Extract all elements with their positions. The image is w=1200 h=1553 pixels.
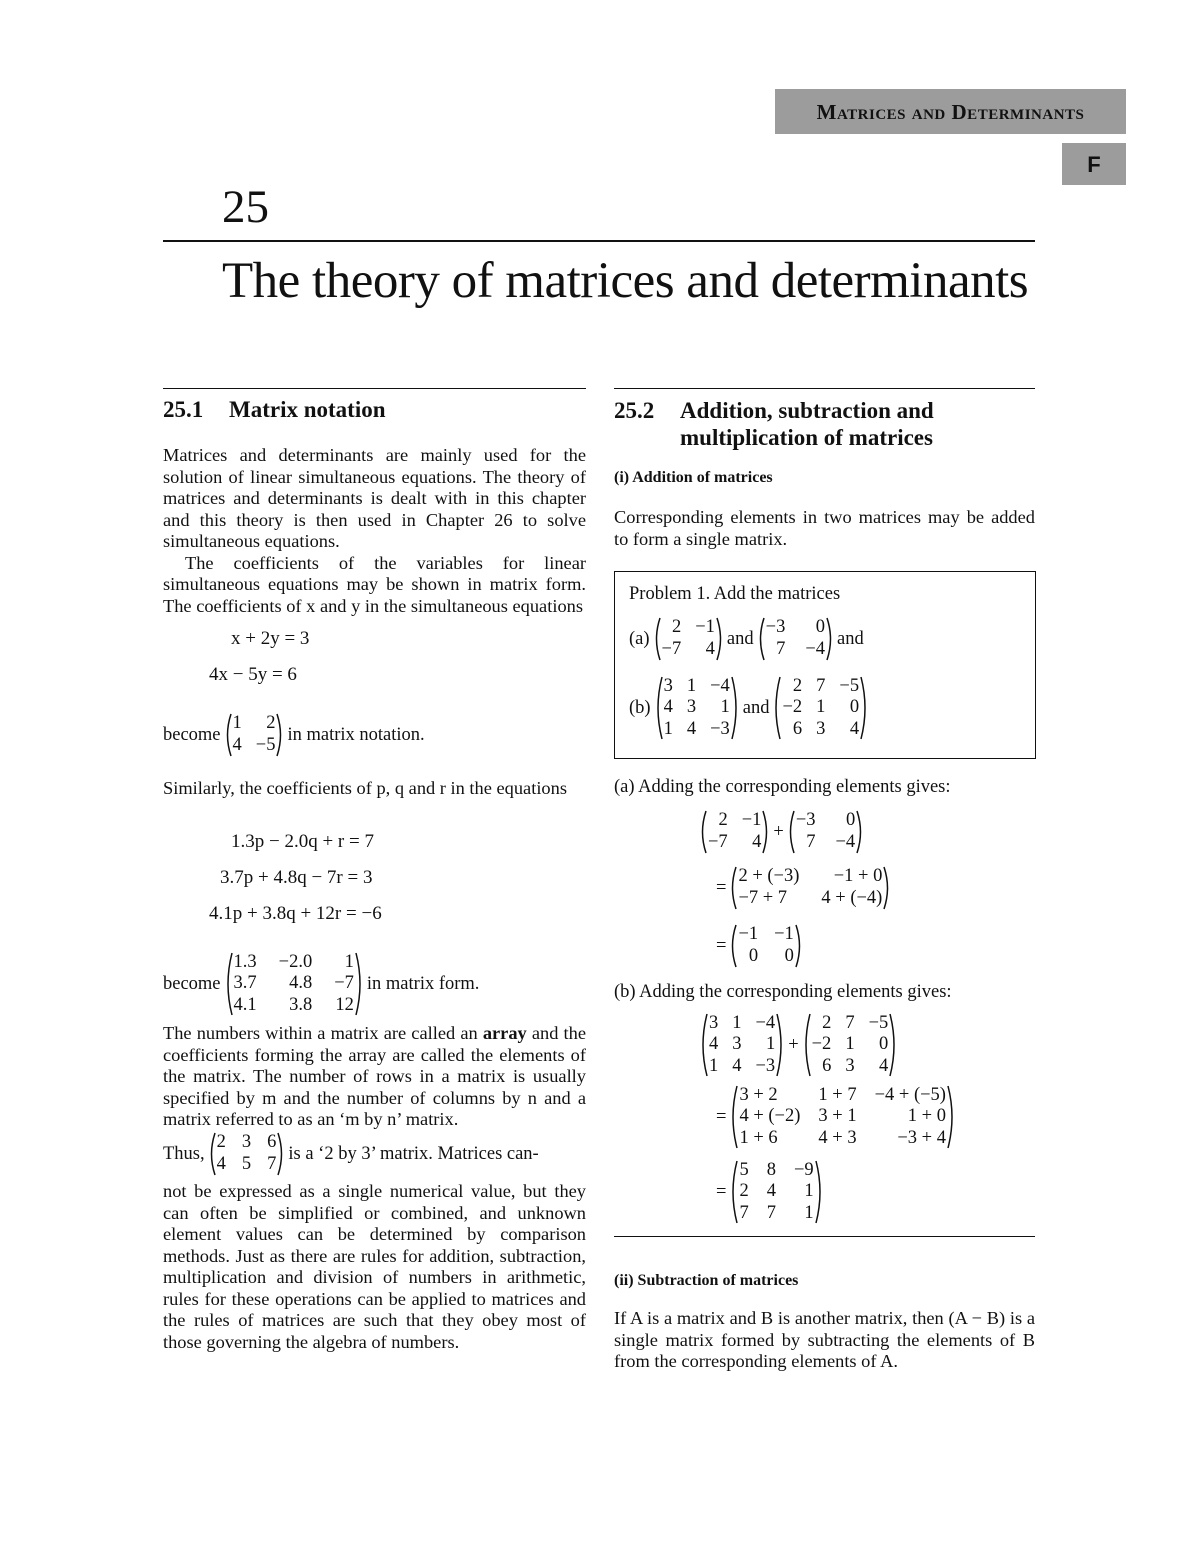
- cell: −3: [795, 810, 816, 830]
- cell: 1 + 6: [739, 1127, 778, 1148]
- plus-sign: +: [773, 821, 784, 842]
- solution-b-intro: (b) Adding the corresponding elements gives:: [614, 982, 952, 1002]
- cell: −3: [710, 718, 730, 739]
- cell: −3: [765, 617, 786, 637]
- cell: 1: [816, 697, 826, 718]
- cell: −7 + 7: [738, 888, 788, 908]
- solution-a-line-1: [696, 810, 867, 854]
- equation-3: 1.3p − 2.0q + r = 7: [231, 831, 374, 852]
- problem-title: Problem 1. Add the matrices: [629, 584, 841, 604]
- cell: 4 + (−4): [821, 888, 883, 908]
- cell: −1: [738, 924, 759, 944]
- problem-a-matrix-1: [653, 617, 724, 661]
- cell: 3: [686, 697, 697, 718]
- solution-b-line-2: [716, 1085, 959, 1149]
- matrix-m3: [216, 1132, 278, 1176]
- cell: 3.8: [289, 994, 313, 1015]
- cell: −4: [835, 832, 856, 852]
- thus-post-text: is a ‘2 by 3’ matrix. Matrices can-: [288, 1143, 539, 1164]
- sol-b-result: [729, 1160, 823, 1224]
- part-label-a: (a): [629, 628, 650, 649]
- cell: −5: [868, 1013, 889, 1033]
- cell: 4: [216, 1154, 226, 1174]
- sec1-paragraph-1: Matrices and determinants are mainly used for the solution of linear simultaneous equations. The theory of matrices and determinants is dealt with in this chapter and this theory is then used in Chapter 26 to solve simultaneous equations. The coefficients of the variables for linear simultaneous equations may be shown in matrix form. The coefficients of x and y in the simultaneous equations: [163, 445, 586, 616]
- sec1-paragraph-3: Similarly, the coefficients of p, q and r in the equations: [163, 778, 567, 798]
- cell: 2: [718, 810, 728, 830]
- cell: 4: [663, 697, 673, 718]
- cell: 4: [879, 1055, 889, 1076]
- cell: −4: [710, 676, 730, 696]
- sol-a-result: [729, 924, 802, 968]
- cell: −7: [708, 832, 728, 852]
- problem-part-b: [629, 676, 872, 740]
- cell: 1.3: [233, 952, 257, 972]
- cell: 7: [806, 832, 816, 852]
- cell: −4: [755, 1013, 776, 1033]
- equation-4: 3.7p + 4.8q − 7r = 3: [220, 867, 373, 888]
- become-matrix-row-1: [163, 713, 425, 757]
- cell: 1: [232, 713, 242, 733]
- cell: 2 + (−3): [738, 866, 800, 886]
- cell: 0: [815, 617, 826, 637]
- cell: 0: [748, 946, 759, 966]
- cell: 2: [739, 1181, 749, 1202]
- cell: 7: [267, 1154, 277, 1174]
- section-heading-25-2: 25.2 Addition, subtraction and multiplication of matrices: [614, 398, 934, 450]
- cell: 1 + 0: [907, 1106, 946, 1127]
- equation-5: 4.1p + 3.8q + 12r = −6: [209, 903, 382, 924]
- sec1-paragraph-5: not be expressed as a single numerical value, but they can often be simplified or combined, and unknown element values can be determined by comparison methods. Just as there are rules for addition, subtraction, multiplication and division of numbers in arithmetic, rules for these operations can be applied to matrices and the rules of matrices are such that they obey most of those governing the algebra of numbers.: [163, 1181, 586, 1352]
- chapter-title: The theory of matrices and determinants: [222, 253, 1029, 309]
- become-text: become: [163, 973, 221, 994]
- cell: 4: [232, 735, 242, 755]
- solution-b-line-3: [716, 1160, 827, 1224]
- cell: −2: [811, 1034, 832, 1055]
- subheading-addition: (i) Addition of matrices: [614, 469, 773, 486]
- cell: 1: [845, 1034, 855, 1055]
- matrix-3x3-pqr: [224, 952, 364, 1016]
- cell: −1: [774, 924, 794, 944]
- cell: −4: [805, 639, 826, 659]
- cell: 8: [766, 1160, 776, 1180]
- subtraction-description: If A is a matrix and B is another matrix, then (A − B) is a single matrix formed by subtracting the elements of B from the corresponding elements of A.: [614, 1308, 1035, 1371]
- cell: −5: [839, 676, 860, 696]
- cell: −3 + 4: [897, 1127, 946, 1148]
- cell: 3: [732, 1034, 742, 1055]
- cell: 4: [686, 718, 697, 739]
- matrix-m2: [233, 952, 355, 1016]
- cell: 6: [822, 1055, 832, 1076]
- cell: 4: [766, 1181, 776, 1202]
- cell: 2: [216, 1132, 226, 1152]
- problem-b-matrix-2: [772, 676, 869, 740]
- sol-a-sum: [729, 866, 891, 910]
- become-matrix-row-2: [163, 952, 479, 1016]
- cell: 0: [879, 1034, 889, 1055]
- cell: 4 + (−2): [739, 1106, 801, 1127]
- cell: 3 + 1: [818, 1106, 857, 1127]
- cell: −1 + 0: [833, 866, 883, 886]
- column-rule-left: [163, 388, 586, 389]
- problem-b-matrix-1: [654, 676, 740, 740]
- cell: 7: [816, 676, 826, 696]
- solution-b-line-1: [696, 1013, 901, 1077]
- thus-matrix-row: [163, 1132, 539, 1176]
- equals-sign: =: [716, 935, 727, 956]
- cell: 7: [766, 1202, 776, 1223]
- cell: 0: [784, 946, 794, 966]
- sec1-paragraph-2: The coefficients of the variables for linear simultaneous equations may be shown in matrix form. The coefficients of x and y in the simultaneous equations: [163, 552, 586, 616]
- cell: 2: [266, 713, 276, 733]
- solution-end-rule: [614, 1236, 1035, 1237]
- cell: 3: [663, 676, 673, 696]
- cell: 3: [816, 718, 826, 739]
- cell: 3.7: [233, 973, 257, 994]
- cell: 4: [752, 832, 762, 852]
- thus-text: Thus,: [163, 1143, 205, 1164]
- cell: 1: [765, 1034, 776, 1055]
- part-label-b: (b): [629, 697, 651, 718]
- cell: 3 + 2: [739, 1085, 778, 1105]
- cell: 3: [709, 1013, 719, 1033]
- matrix-notation-text: in matrix notation.: [287, 724, 425, 745]
- cell: 6: [267, 1132, 277, 1152]
- solution-a-line-2: [716, 866, 894, 910]
- equation-2: 4x − 5y = 6: [209, 664, 297, 685]
- equation-1: x + 2y = 3: [231, 628, 310, 649]
- section-tag: Matrices and Determinants: [775, 89, 1126, 134]
- cell: −1: [695, 617, 715, 637]
- cell: 0: [849, 697, 860, 718]
- become-text: become: [163, 724, 221, 745]
- matrix-2x3-example: [208, 1132, 286, 1176]
- equals-sign: =: [716, 1106, 727, 1127]
- and-text: and: [837, 628, 864, 649]
- cell: 4: [732, 1055, 742, 1076]
- cell: 1: [804, 1181, 814, 1202]
- cell: −7: [334, 973, 354, 994]
- sec1-paragraph-4: The numbers within a matrix are called an array and the coefficients forming the array are called the elements of the matrix. The number of rows in a matrix is usually specified by m and the number of columns by n and a matrix referred to as an ‘m by n’ matrix.: [163, 1023, 587, 1129]
- chapter-number: 25: [222, 181, 269, 233]
- sol-a-m1: [699, 810, 770, 854]
- cell: 1: [720, 697, 730, 718]
- section-heading-25-1: 25.1 Matrix notation: [163, 397, 386, 422]
- cell: 5: [739, 1160, 749, 1180]
- cell: 1: [663, 718, 673, 739]
- cell: 2: [792, 676, 803, 696]
- cell: 1: [709, 1055, 719, 1076]
- cell: 3: [241, 1132, 252, 1152]
- cell: −2.0: [278, 952, 313, 972]
- sol-b-sum: [729, 1085, 956, 1149]
- cell: 7: [845, 1013, 855, 1033]
- cell: 7: [739, 1202, 749, 1223]
- cell: −5: [255, 735, 276, 755]
- cell: 4 + 3: [818, 1127, 857, 1148]
- cell: 4.8: [289, 973, 313, 994]
- cell: 5: [241, 1154, 252, 1174]
- cell: −3: [755, 1055, 776, 1076]
- cell: 7: [776, 639, 786, 659]
- term-array: array: [482, 1023, 527, 1043]
- cell: −7: [661, 639, 682, 659]
- cell: 3: [845, 1055, 855, 1076]
- cell: 4: [705, 639, 715, 659]
- cell: 6: [792, 718, 803, 739]
- solution-a-intro: (a) Adding the corresponding elements gives:: [614, 777, 951, 797]
- cell: 1 + 7: [818, 1085, 857, 1105]
- cell: −9: [793, 1160, 814, 1180]
- cell: 1: [732, 1013, 742, 1033]
- cell: 4: [849, 718, 860, 739]
- cell: −1: [741, 810, 762, 830]
- cell: 1: [804, 1202, 814, 1223]
- sol-a-m2: [787, 810, 864, 854]
- part-tag: F: [1062, 143, 1126, 185]
- addition-description: Corresponding elements in two matrices may be added to form a single matrix.: [614, 507, 1035, 549]
- problem-a-matrix-2: [757, 617, 834, 661]
- subheading-subtraction: (ii) Subtraction of matrices: [614, 1272, 799, 1289]
- cell: 12: [335, 994, 354, 1015]
- column-rule-right: [614, 388, 1035, 389]
- cell: 4: [709, 1034, 719, 1055]
- solution-a-line-3: [716, 924, 806, 968]
- cell: 4.1: [233, 994, 257, 1015]
- equals-sign: =: [716, 877, 727, 898]
- matrix-m1: [232, 713, 277, 757]
- matrix-form-text: in matrix form.: [366, 973, 480, 994]
- sol-b-m2: [802, 1013, 899, 1077]
- cell: 1: [344, 952, 354, 972]
- matrix-2x2-xy: [224, 713, 285, 757]
- equals-sign: =: [716, 1181, 727, 1202]
- cell: 2: [822, 1013, 832, 1033]
- cell: 0: [845, 810, 856, 830]
- cell: 1: [686, 676, 697, 696]
- problem-part-a: [629, 617, 864, 661]
- cell: −2: [782, 697, 803, 718]
- and-text: and: [726, 628, 754, 649]
- cell: 2: [671, 617, 682, 637]
- sol-b-m1: [699, 1013, 785, 1077]
- cell: −4 + (−5): [874, 1085, 946, 1105]
- chapter-rule: [163, 240, 1035, 242]
- and-text: and: [742, 697, 770, 718]
- plus-sign: +: [788, 1034, 799, 1055]
